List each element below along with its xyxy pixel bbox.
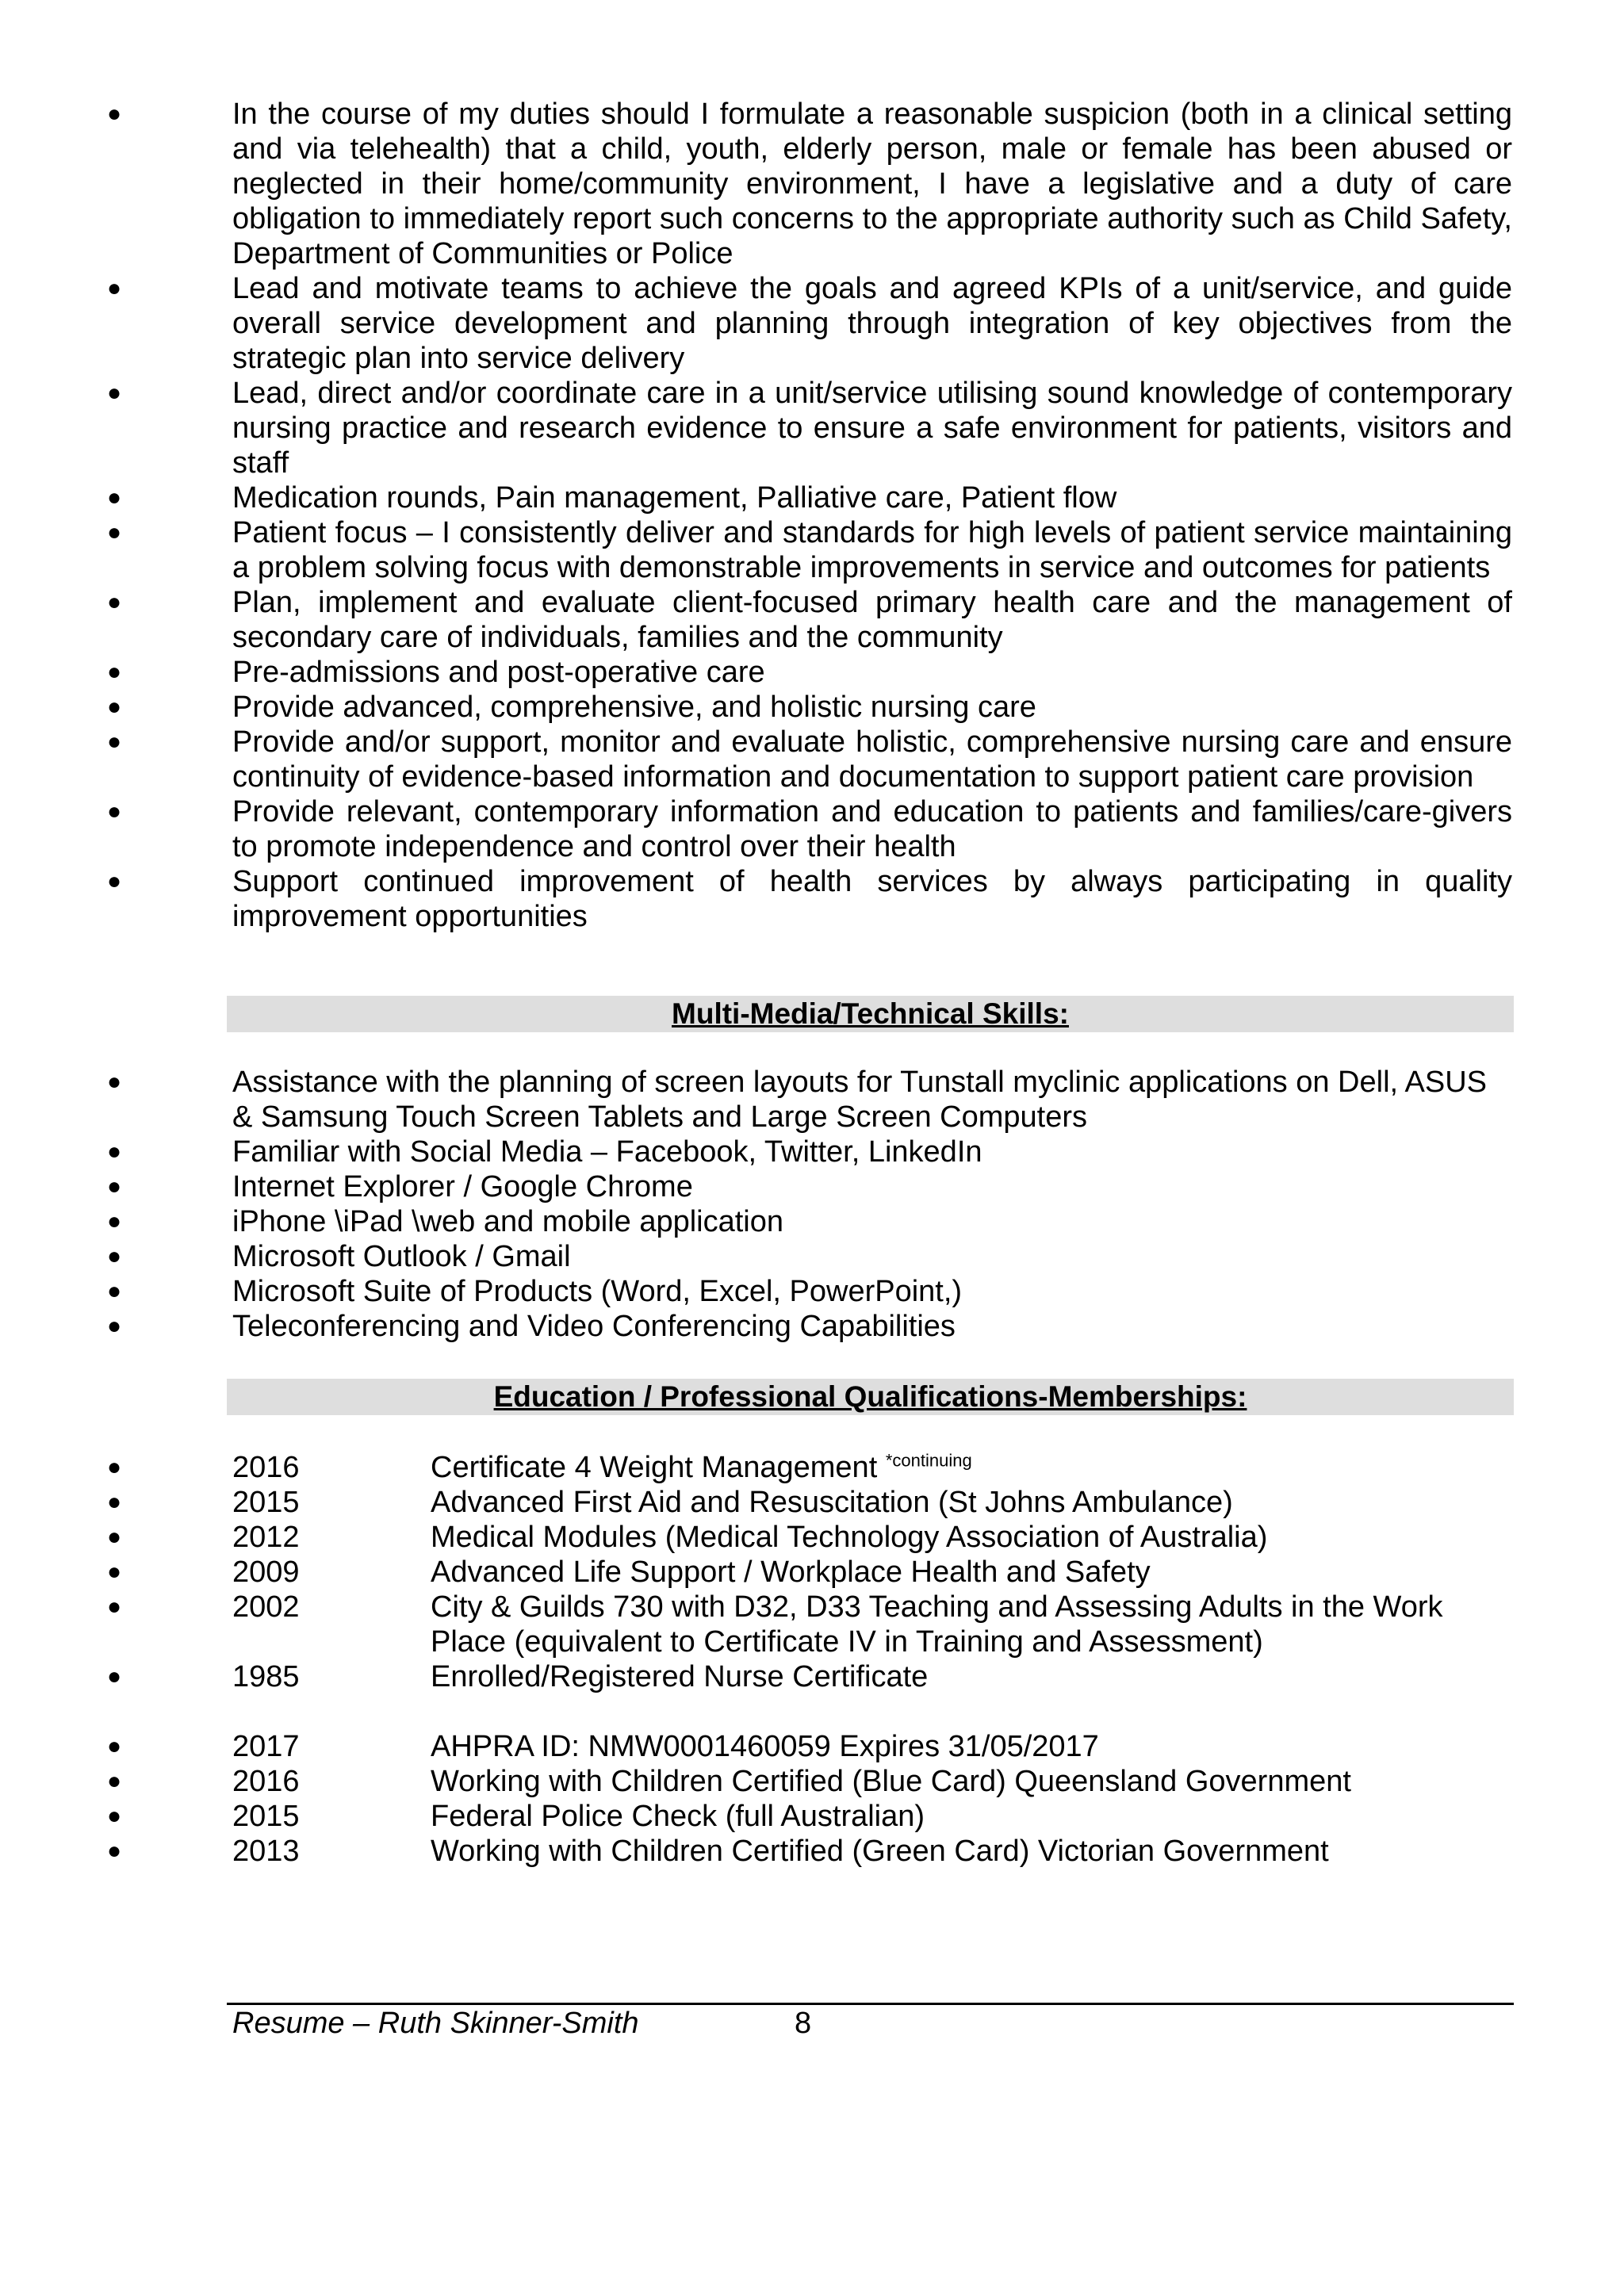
qualification-year: 2002	[232, 1590, 300, 1624]
qualification-year: 1985	[232, 1660, 300, 1693]
bullet-icon: ●	[107, 659, 122, 685]
qualification-text: Advanced First Aid and Resuscitation (St Johns Ambulance)	[431, 1486, 1233, 1519]
bullet-icon: ●	[107, 798, 122, 825]
bullet-icon: ●	[107, 1313, 122, 1339]
bullet-icon: ●	[107, 380, 122, 406]
qualification-row	[0, 1590, 1512, 1659]
bullet-icon: ●	[107, 1454, 122, 1480]
list-item: ● Lead, direct and/or coordinate care in a unit/service utilising sound knowledge of contemporary nursing practice and research evidence to ensure a safe environment for patients, visitors and staff	[107, 377, 1512, 480]
qualification-text: Enrolled/Registered Nurse Certificate	[431, 1660, 929, 1693]
qualification-text: Medical Modules (Medical Technology Association of Australia)	[431, 1521, 1268, 1554]
list-item: ● Microsoft Outlook / Gmail	[107, 1240, 571, 1273]
membership-text: Working with Children Certified (Green Card) Victorian Government	[431, 1835, 1329, 1868]
qualification-row	[0, 1555, 1512, 1590]
bullet-icon: ●	[107, 1803, 122, 1829]
bullet-icon: ●	[107, 589, 122, 615]
membership-row	[0, 1834, 1512, 1869]
membership-year: 2017	[232, 1730, 300, 1763]
bullet-icon: ●	[107, 1663, 122, 1689]
bullet-icon: ●	[107, 1243, 122, 1269]
qualification-text: Certificate 4 Weight Management	[431, 1451, 878, 1484]
duties-list	[0, 97, 1624, 934]
continuing-note: *continuing	[885, 1450, 972, 1471]
list-item: ● Medication rounds, Pain management, Palliative care, Patient flow	[107, 481, 1117, 515]
list-item: ● Microsoft Suite of Products (Word, Excel, PowerPoint,)	[107, 1275, 963, 1308]
bullet-icon: ●	[107, 729, 122, 755]
membership-year: 2015	[232, 1800, 300, 1833]
qualification-row	[0, 1485, 1512, 1520]
list-item: ● Provide and/or support, monitor and evaluate holistic, comprehensive nursing care and ensure continuity of evidence-based information and documentation to support patient care provision	[107, 725, 1512, 794]
qualifications-list	[0, 1450, 1624, 1694]
list-item: ● In the course of my duties should I formulate a reasonable suspicion (both in a clinical setting and via telehealth) that a child, youth, elderly person, male or female has been abused or neglected in their home/community environment, I have a legislative and a duty of care obligation to immediately report such concerns to the appropriate authority such as Child Safety, Department of Communities or Police	[107, 98, 1512, 270]
bullet-icon: ●	[107, 275, 122, 301]
membership-year: 2013	[232, 1835, 300, 1868]
footer-divider	[227, 2003, 1514, 2005]
membership-row	[0, 1729, 1512, 1764]
list-item: ● Patient focus – I consistently deliver and standards for high levels of patient service maintaining a problem solving focus with demonstrable improvements in service and outcomes for patients	[107, 516, 1512, 584]
skills-list	[0, 1065, 1624, 1344]
bullet-icon: ●	[107, 1069, 122, 1095]
bullet-icon: ●	[107, 1489, 122, 1515]
membership-row	[0, 1764, 1512, 1799]
education-heading-text: Education / Professional Qualifications-Memberships:	[493, 1380, 1247, 1413]
bullet-icon: ●	[107, 1173, 122, 1200]
list-item: ● Support continued improvement of health services by always participating in quality improvement opportunities	[107, 865, 1512, 933]
bullet-icon: ●	[107, 1838, 122, 1864]
qualification-text: Advanced Life Support / Workplace Health and Safety	[431, 1556, 1151, 1589]
page-number: 8	[795, 2007, 812, 2040]
bullet-icon: ●	[107, 1559, 122, 1585]
qualification-year: 2012	[232, 1521, 300, 1554]
skills-heading-text: Multi-Media/Technical Skills:	[672, 997, 1069, 1030]
list-item: ● Pre-admissions and post-operative care	[107, 656, 765, 689]
membership-text: Federal Police Check (full Australian)	[431, 1800, 925, 1833]
bullet-icon: ●	[107, 1768, 122, 1794]
bullet-icon: ●	[107, 484, 122, 511]
membership-row	[0, 1799, 1512, 1834]
education-section-heading	[227, 1379, 1514, 1415]
list-item: ● Provide relevant, contemporary information and education to patients and families/care-givers to promote independence and control over their health	[107, 795, 1512, 863]
bullet-icon: ●	[107, 868, 122, 894]
bullet-icon: ●	[107, 694, 122, 720]
bullet-icon: ●	[107, 1594, 122, 1620]
list-item: ● Plan, implement and evaluate client-focused primary health care and the management of secondary care of individuals, families and the community	[107, 586, 1512, 654]
qualification-row	[0, 1450, 1512, 1485]
skills-section-heading	[227, 996, 1514, 1032]
qualification-year: 2016	[232, 1451, 300, 1484]
list-item: ● Provide advanced, comprehensive, and holistic nursing care	[107, 691, 1036, 724]
footer-title: Resume – Ruth Skinner-Smith	[232, 2007, 639, 2040]
qualification-row	[0, 1520, 1512, 1555]
list-item: ● Lead and motivate teams to achieve the goals and agreed KPIs of a unit/service, and guide overall service development and planning through integration of key objectives from the strategic plan into service delivery	[107, 272, 1512, 375]
qualification-row	[0, 1659, 1512, 1694]
list-item: ● Assistance with the planning of screen layouts for Tunstall myclinic applications on Dell, ASUS & Samsung Touch Screen Tablets and Large Screen Computers	[107, 1066, 1488, 1134]
qualification-text: City & Guilds 730 with D32, D33 Teaching and Assessing Adults in the Work Place (equivalent to Certificate IV in Training and Assessment)	[431, 1590, 1443, 1659]
bullet-icon: ●	[107, 1138, 122, 1165]
bullet-icon: ●	[107, 1208, 122, 1234]
bullet-icon: ●	[107, 519, 122, 545]
qualification-year: 2015	[232, 1486, 300, 1519]
bullet-icon: ●	[107, 1524, 122, 1550]
list-item: ● Familiar with Social Media – Facebook, Twitter, LinkedIn	[107, 1135, 982, 1169]
membership-text: AHPRA ID: NMW0001460059 Expires 31/05/2017	[431, 1730, 1099, 1763]
list-item: ● Teleconferencing and Video Conferencing Capabilities	[107, 1310, 956, 1343]
membership-text: Working with Children Certified (Blue Card) Queensland Government	[431, 1765, 1351, 1798]
bullet-icon: ●	[107, 1278, 122, 1304]
memberships-list	[0, 1729, 1624, 1869]
membership-year: 2016	[232, 1765, 300, 1798]
list-item: ● iPhone \iPad \web and mobile application	[107, 1205, 784, 1238]
bullet-icon: ●	[107, 101, 122, 127]
qualification-year: 2009	[232, 1556, 300, 1589]
bullet-icon: ●	[107, 1733, 122, 1759]
list-item: ● Internet Explorer / Google Chrome	[107, 1170, 693, 1203]
